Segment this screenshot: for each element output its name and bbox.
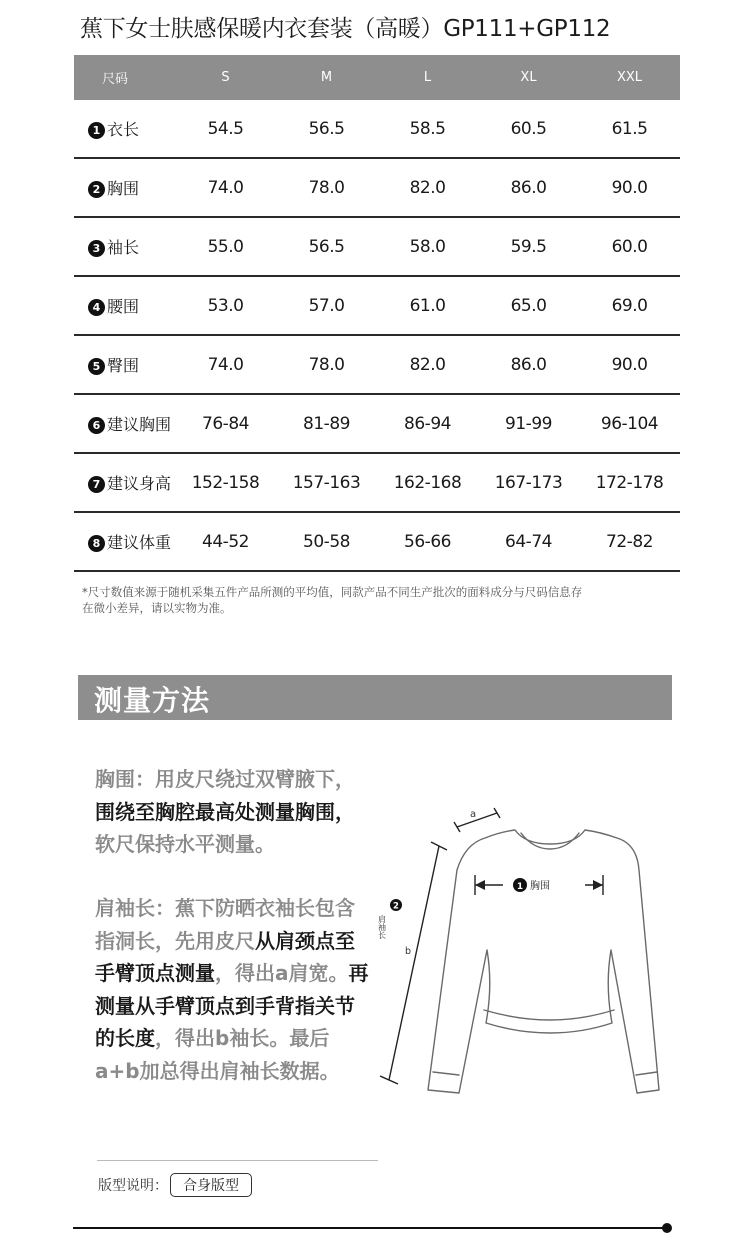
size-value-cell: 78.0 — [276, 158, 377, 217]
size-value-cell: 86-94 — [377, 394, 478, 453]
header-size-m: M — [276, 55, 377, 100]
size-table-row — [74, 100, 680, 158]
size-value-cell: 60.5 — [478, 100, 579, 158]
chest-method-part2: 围绕至胸腔最高处测量胸围， — [95, 799, 355, 824]
header-size-xxl: XXL — [579, 55, 680, 100]
size-value-cell: 90.0 — [579, 335, 680, 394]
garment-outline — [428, 830, 659, 1093]
size-value-cell: 167-173 — [478, 453, 579, 512]
size-note — [82, 584, 662, 616]
size-value-cell: 59.5 — [478, 217, 579, 276]
size-value-cell: 74.0 — [175, 335, 276, 394]
size-value-cell: 60.0 — [579, 217, 680, 276]
size-table-row — [74, 512, 680, 571]
sleeve-method-part1: 肩袖长：蕉下防晒衣袖长包含指洞长，先用皮尺 — [95, 896, 355, 953]
garment-diagram — [375, 800, 675, 1100]
label-b: b — [405, 946, 412, 957]
row-number-badge: 5 — [88, 358, 105, 375]
measure-section-title: 测量方法 — [94, 684, 211, 717]
size-value-cell: 53.0 — [175, 276, 276, 335]
chest-num-text: 1 — [516, 882, 524, 892]
size-value-cell: 78.0 — [276, 335, 377, 394]
chest-method-text — [95, 763, 370, 861]
fit-divider — [97, 1160, 378, 1161]
row-number-badge: 2 — [88, 181, 105, 198]
size-value-cell: 56-66 — [377, 512, 478, 571]
size-value-cell: 65.0 — [478, 276, 579, 335]
fit-label: 版型说明： — [98, 1178, 168, 1194]
row-label — [74, 276, 175, 335]
size-value-cell: 54.5 — [175, 100, 276, 158]
sleeve-method-part4: 再测量从手臂顶点到手背指关节的长度 — [95, 961, 369, 1050]
sleeve-method-part5: ，得出b袖长。最后a+b加总得出肩袖长数据。 — [95, 1026, 340, 1083]
header-size-xl: XL — [478, 55, 579, 100]
size-value-cell: 64-74 — [478, 512, 579, 571]
fit-badge: 合身版型 — [170, 1173, 252, 1197]
row-number-badge: 3 — [88, 240, 105, 257]
header-size-l: L — [377, 55, 478, 100]
size-table-row — [74, 394, 680, 453]
size-table-row — [74, 335, 680, 394]
row-label-text: 臀围 — [107, 356, 140, 375]
row-label-text: 腰围 — [107, 297, 140, 316]
row-label-text: 建议体重 — [107, 533, 172, 552]
row-label-text: 胸围 — [107, 179, 140, 198]
row-label — [74, 512, 175, 571]
size-table — [74, 55, 680, 572]
row-label — [74, 158, 175, 217]
chest-label: 胸围 — [530, 881, 550, 892]
row-label — [74, 335, 175, 394]
size-value-cell: 61.0 — [377, 276, 478, 335]
size-table-row — [74, 158, 680, 217]
sleeve-method-text — [95, 892, 370, 1087]
row-label-text: 建议身高 — [107, 474, 172, 493]
size-value-cell: 44-52 — [175, 512, 276, 571]
sleeve-arrow-b — [389, 846, 439, 1080]
header-size-label: 尺码 — [74, 55, 175, 100]
size-value-cell: 76-84 — [175, 394, 276, 453]
sleeve-label: 肩袖长 — [377, 915, 387, 939]
size-value-cell: 72-82 — [579, 512, 680, 571]
size-value-cell: 58.0 — [377, 217, 478, 276]
shoulder-arrow-a — [457, 813, 497, 827]
sleeve-method-part2: 从肩颈点至手臂顶点测量 — [95, 928, 355, 985]
size-value-cell: 96-104 — [579, 394, 680, 453]
size-value-cell: 57.0 — [276, 276, 377, 335]
sleeve-method-part3: ，得出a肩宽。 — [215, 961, 349, 985]
row-label — [74, 100, 175, 158]
fit-info — [98, 1173, 252, 1197]
size-value-cell: 55.0 — [175, 217, 276, 276]
size-value-cell: 157-163 — [276, 453, 377, 512]
sleeve-num-text: 2 — [393, 901, 399, 912]
size-value-cell: 82.0 — [377, 158, 478, 217]
row-label — [74, 394, 175, 453]
size-value-cell: 82.0 — [377, 335, 478, 394]
size-value-cell: 58.5 — [377, 100, 478, 158]
row-label-text: 衣长 — [107, 120, 140, 139]
row-label — [74, 453, 175, 512]
size-value-cell: 86.0 — [478, 158, 579, 217]
size-value-cell: 162-168 — [377, 453, 478, 512]
left-cuff-line — [433, 1072, 459, 1075]
size-table-header — [74, 55, 680, 100]
row-number-badge: 7 — [88, 476, 105, 493]
size-value-cell: 81-89 — [276, 394, 377, 453]
row-number-badge: 8 — [88, 535, 105, 552]
hem-line — [484, 1010, 614, 1020]
row-number-badge: 6 — [88, 417, 105, 434]
size-value-cell: 86.0 — [478, 335, 579, 394]
chest-method-part1: 胸围：用皮尺绕过双臂腋下， — [95, 767, 355, 791]
size-value-cell: 90.0 — [579, 158, 680, 217]
header-size-s: S — [175, 55, 276, 100]
row-number-badge: 4 — [88, 299, 105, 316]
bottom-rule — [73, 1227, 666, 1229]
measure-section-header — [78, 675, 672, 720]
size-note-line2: 在微小差异，请以实物为准。 — [82, 601, 232, 615]
size-value-cell: 56.5 — [276, 100, 377, 158]
size-value-cell: 91-99 — [478, 394, 579, 453]
row-label-text: 建议胸围 — [107, 415, 172, 434]
size-note-line1: *尺寸数值来源于随机采集五件产品所测的平均值，同款产品不同生产批次的面料成分与尺码信息存 — [82, 585, 583, 599]
size-value-cell: 172-178 — [579, 453, 680, 512]
row-label-text: 袖长 — [107, 238, 140, 257]
size-table-row — [74, 453, 680, 512]
size-table-row — [74, 217, 680, 276]
size-value-cell: 50-58 — [276, 512, 377, 571]
size-value-cell: 74.0 — [175, 158, 276, 217]
row-label — [74, 217, 175, 276]
size-table-row — [74, 276, 680, 335]
bottom-dot — [662, 1223, 672, 1233]
row-number-badge: 1 — [88, 122, 105, 139]
size-value-cell: 61.5 — [579, 100, 680, 158]
size-value-cell: 56.5 — [276, 217, 377, 276]
right-cuff-line — [636, 1072, 657, 1075]
size-value-cell: 152-158 — [175, 453, 276, 512]
size-value-cell: 69.0 — [579, 276, 680, 335]
label-a: a — [470, 809, 477, 820]
chest-method-part3: 软尺保持水平测量。 — [95, 832, 275, 856]
page-title: 蕉下女士肤感保暖内衣套装（高暖）GP111+GP112 — [80, 16, 611, 42]
